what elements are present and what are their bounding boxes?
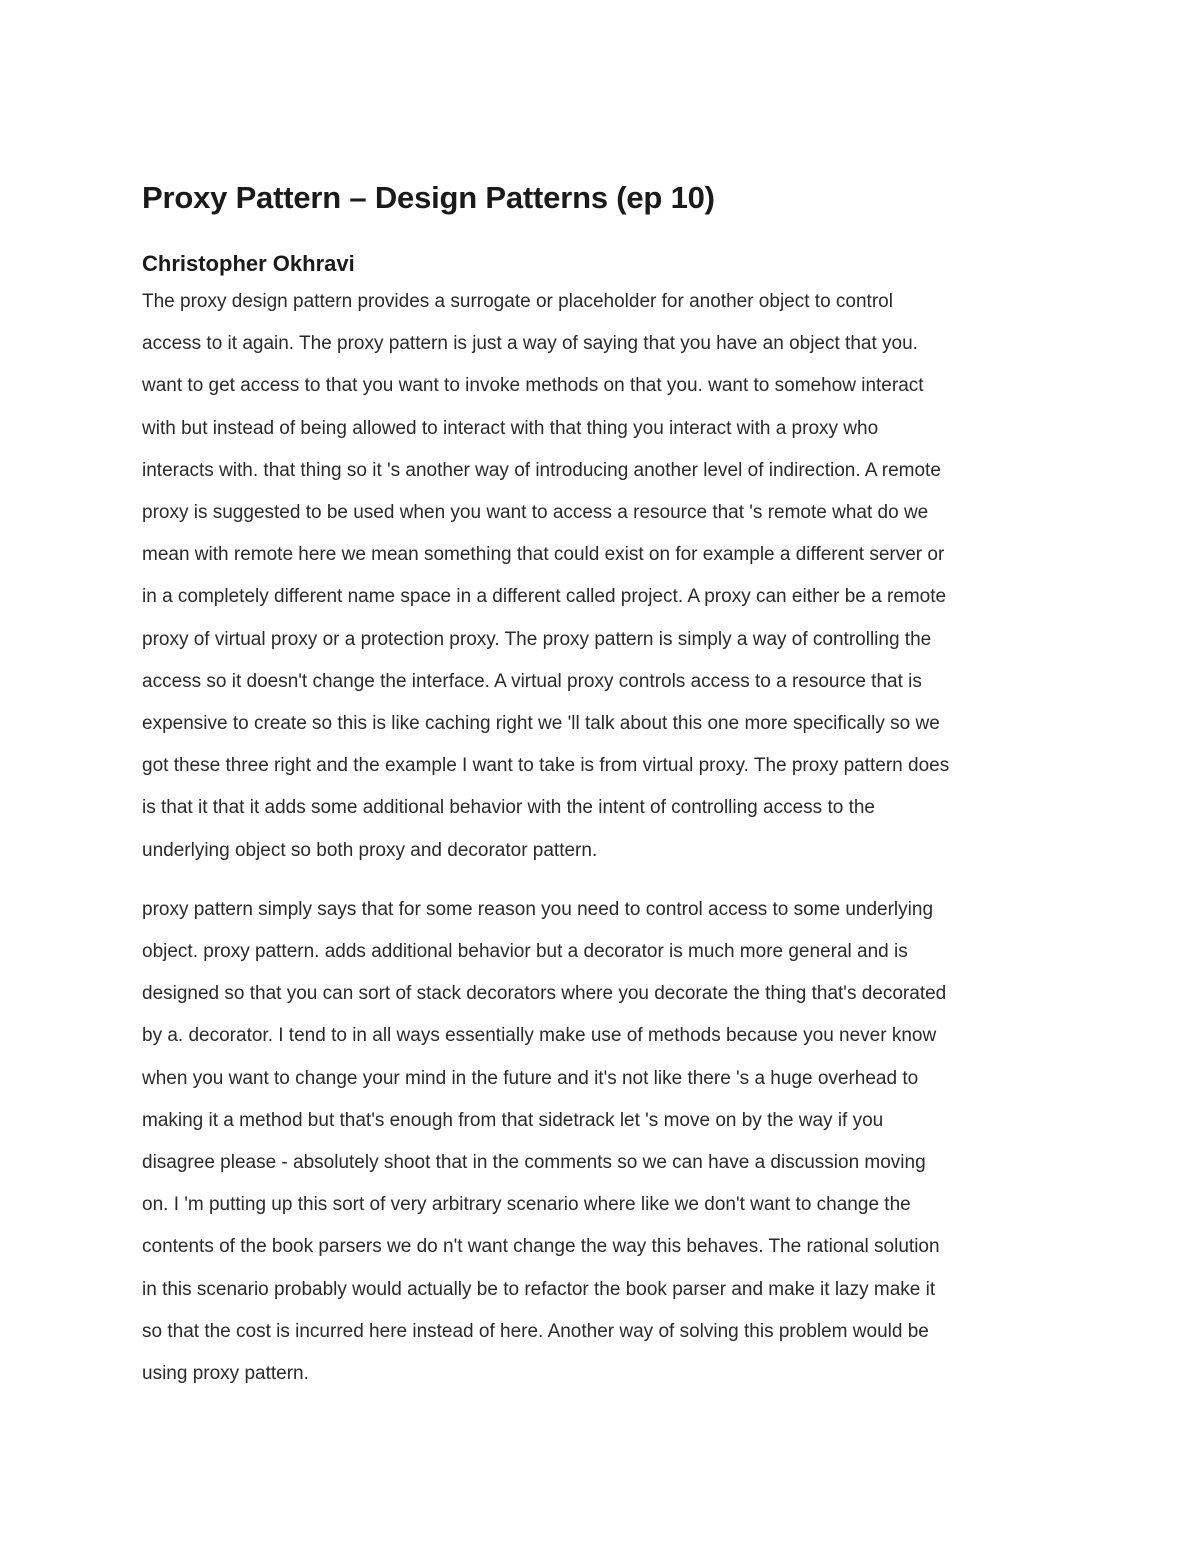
paragraph-line: want to get access to that you want to invoke methods on that you. want to somehow interact [142,375,924,397]
paragraph-line: interacts with. that thing so it 's another way of introducing another level of indirection. A remote [142,459,941,481]
paragraph-line: access to it again. The proxy pattern is just a way of saying that you have an object that you. [142,333,918,355]
paragraph-line: using proxy pattern. [142,1363,309,1385]
paragraph-line: proxy of virtual proxy or a protection proxy. The proxy pattern is simply a way of controlling the [142,628,932,650]
paragraph-line: by a. decorator. I tend to in all ways essentially make use of methods because you never know [142,1025,937,1047]
paragraph-line: is that it that it adds some additional behavior with the intent of controlling access to the [142,797,875,819]
paragraph-line: when you want to change your mind in the future and it's not like there 's a huge overhead to [142,1067,919,1089]
paragraph-line: so that the cost is incurred here instead of here. Another way of solving this problem would be [142,1320,929,1342]
paragraph-2 [142,889,1064,1395]
paragraph-line: with but instead of being allowed to interact with that thing you interact with a proxy who [142,417,879,439]
paragraph-line: making it a method but that's enough from that sidetrack let 's move on by the way if you [142,1109,884,1131]
paragraph-line: in this scenario probably would actually be to refactor the book parser and make it lazy make it [142,1278,936,1300]
paragraph-line: got these three right and the example I want to take is from virtual proxy. The proxy pattern does [142,755,950,777]
document-page [142,176,1064,1395]
paragraph-1 [142,281,1064,872]
paragraph-line: mean with remote here we mean something that could exist on for example a different server or [142,544,945,566]
document-title: Proxy Pattern – Design Patterns (ep 10) [142,180,715,215]
paragraph-line: underlying object so both proxy and decorator pattern. [142,839,598,861]
paragraph-line: designed so that you can sort of stack decorators where you decorate the thing that's decorated [142,983,947,1005]
paragraph-line: proxy is suggested to be used when you want to access a resource that 's remote what do we [142,502,929,524]
paragraph-line: object. proxy pattern. adds additional behavior but a decorator is much more general and is [142,941,908,963]
paragraph-line: in a completely different name space in a different called project. A proxy can either be a remote [142,586,947,608]
document-author: Christopher Okhravi [142,251,355,276]
paragraph-line: access so it doesn't change the interface. A virtual proxy controls access to a resource that is [142,670,922,692]
paragraph-line: disagree please - absolutely shoot that in the comments so we can have a discussion moving [142,1152,926,1174]
paragraph-line: on. I 'm putting up this sort of very arbitrary scenario where like we don't want to change the [142,1194,911,1216]
paragraph-line: proxy pattern simply says that for some reason you need to control access to some underlying [142,898,934,920]
paragraph-line: The proxy design pattern provides a surrogate or placeholder for another object to control [142,291,893,312]
paragraph-line: contents of the book parsers we do n't want change the way this behaves. The rational solution [142,1236,940,1258]
paragraph-line: expensive to create so this is like caching right we 'll talk about this one more specifically so we [142,713,940,735]
